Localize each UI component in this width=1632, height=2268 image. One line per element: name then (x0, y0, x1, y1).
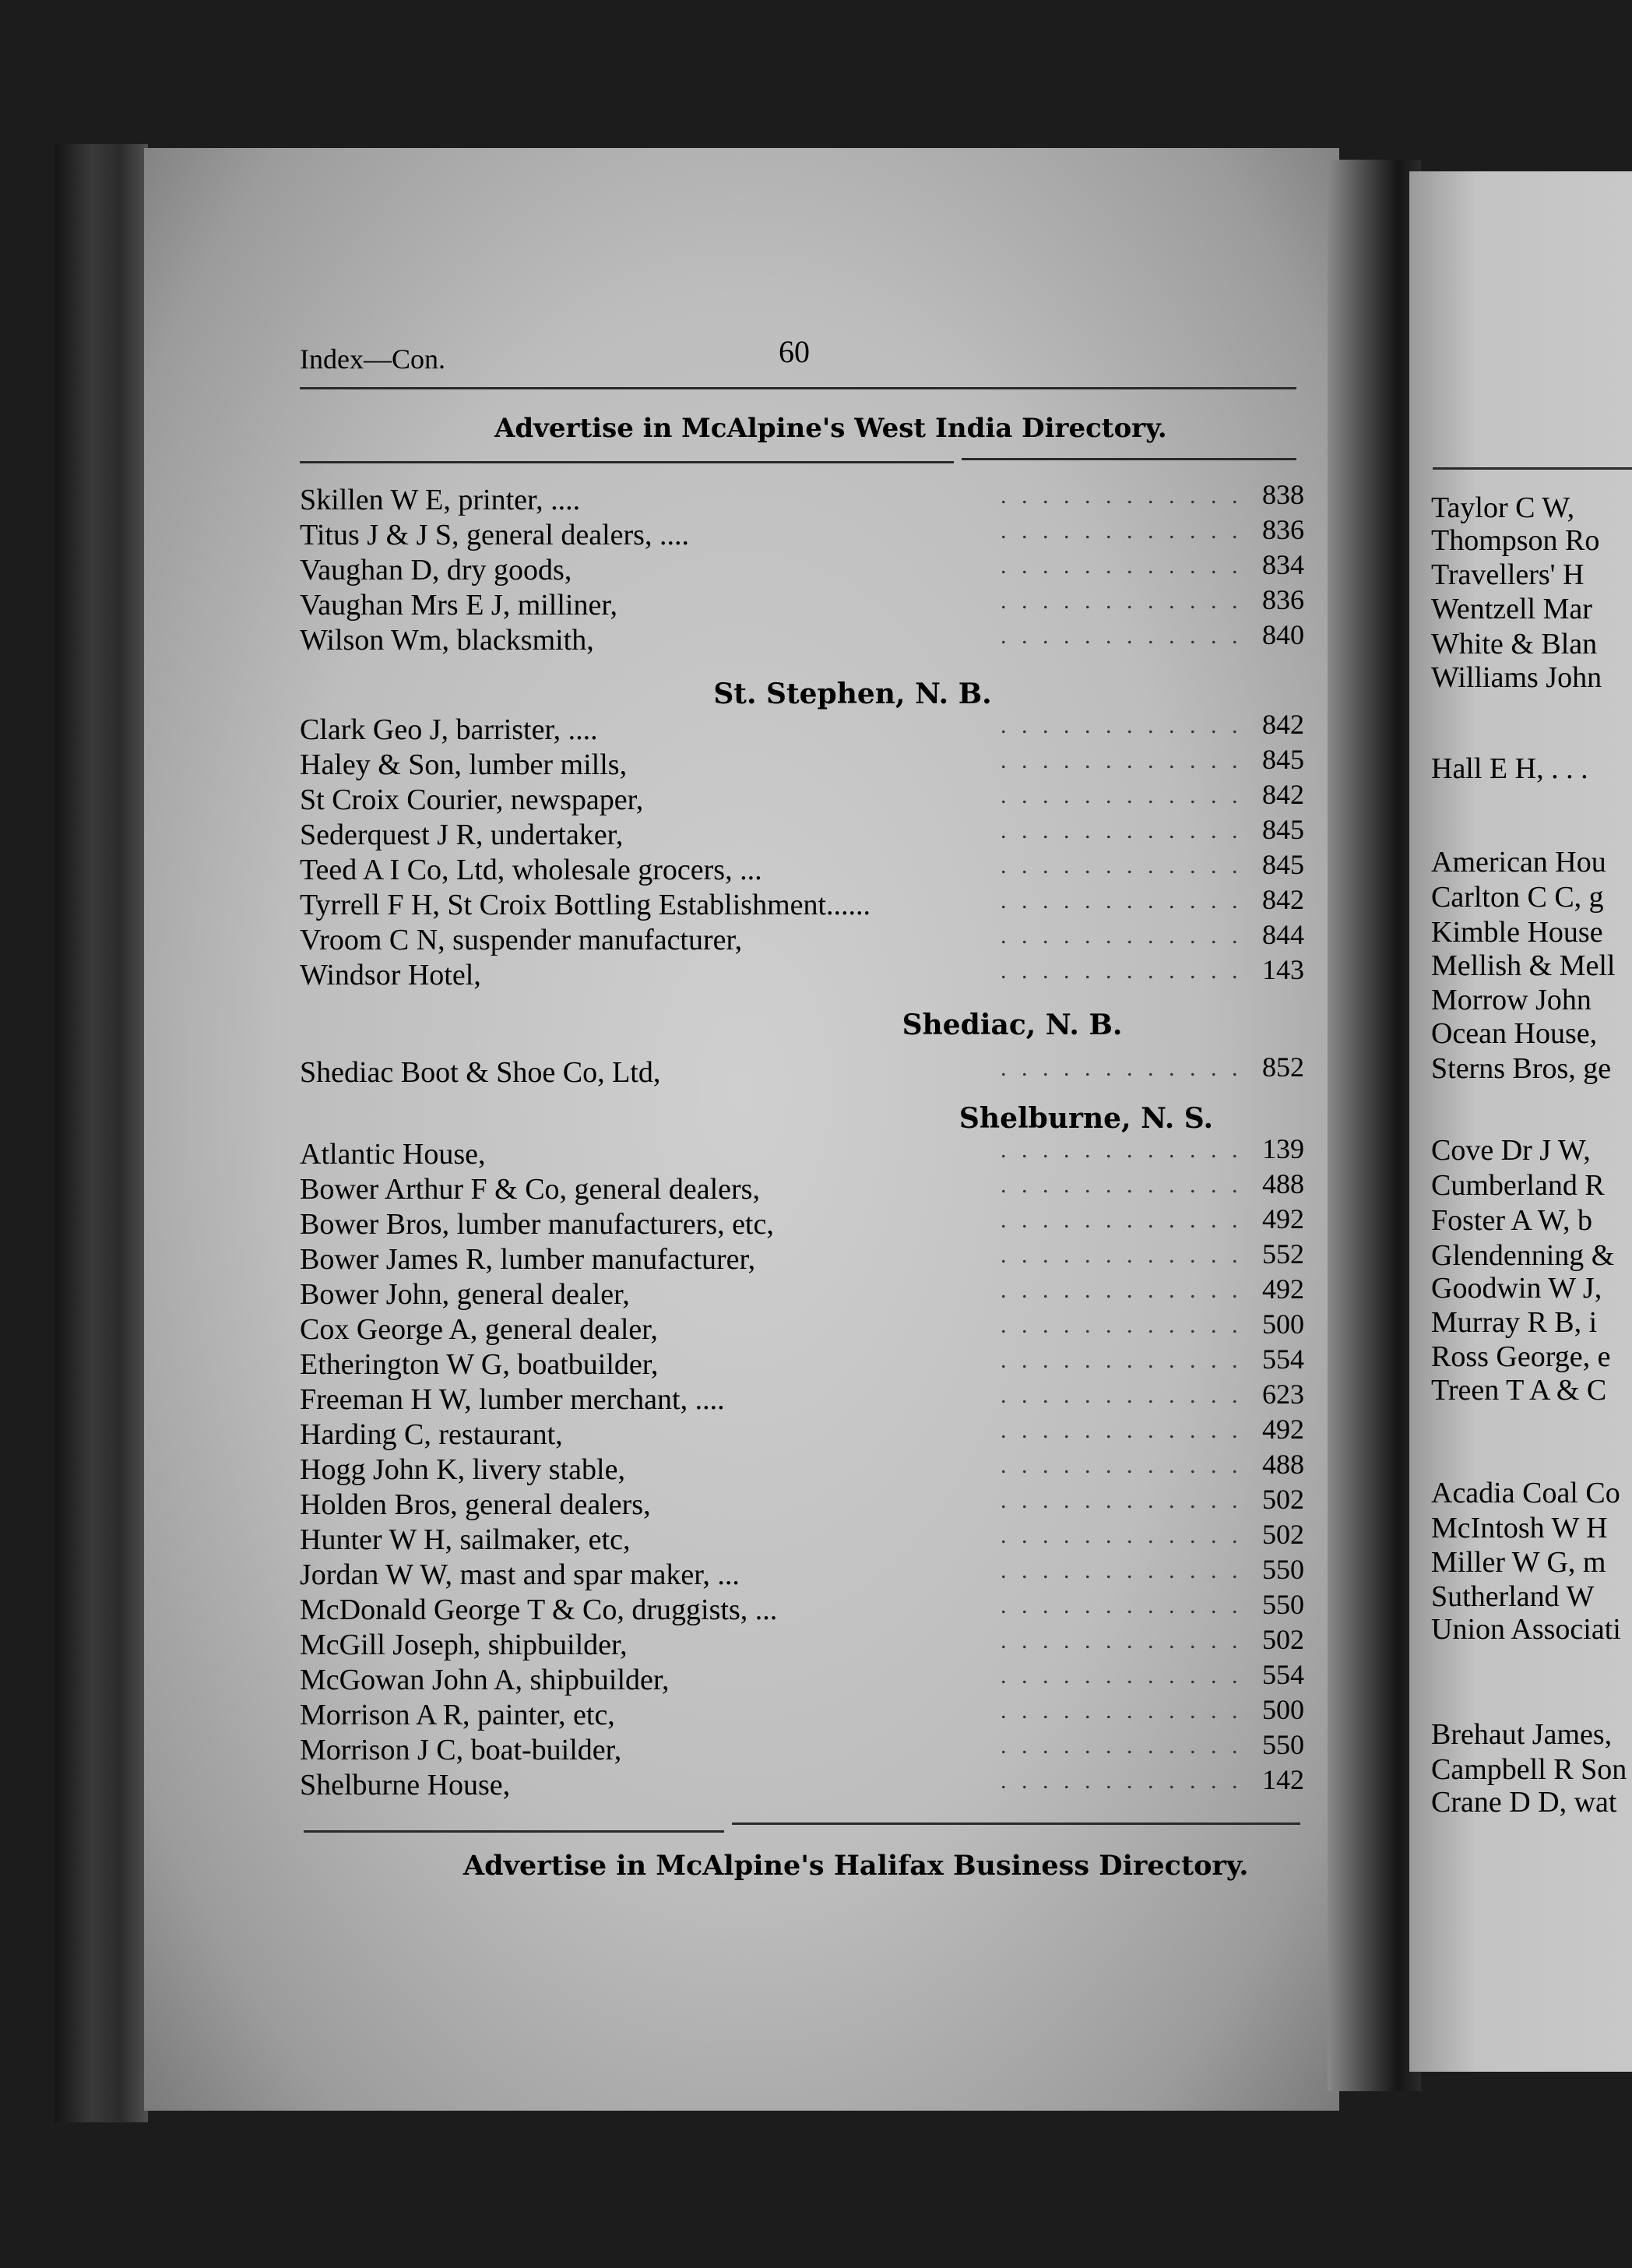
entry-name: Morrison J C, boat-builder, (300, 1734, 622, 1766)
index-entry (300, 1203, 1304, 1243)
entry-name: Hogg John K, livery stable, (300, 1453, 625, 1486)
leader-dots: . . . . . . . . . . . . (1001, 1593, 1243, 1618)
facing-page-entry: Carlton C C, g (1431, 881, 1604, 914)
entry-name: Harding C, restaurant, (300, 1418, 563, 1451)
top-advert-banner: Advertise in McAlpine's West India Directory. (494, 413, 1167, 444)
entry-name: Shediac Boot & Shoe Co, Ltd, (300, 1056, 661, 1089)
facing-page-entry: Morrow John (1431, 984, 1592, 1016)
entry-name: Vroom C N, suspender manufacturer, (300, 924, 743, 956)
facing-page-entry: Sutherland W (1431, 1580, 1595, 1613)
entry-page-number: 492 (1262, 1273, 1304, 1305)
entry-page-number: 492 (1262, 1203, 1304, 1234)
leader-dots: . . . . . . . . . . . . (1001, 1137, 1243, 1163)
entry-name: Bower James R, lumber manufacturer, (300, 1243, 756, 1276)
footer-rule-left (304, 1830, 724, 1833)
leader-dots: . . . . . . . . . . . . (1001, 713, 1243, 738)
index-entry (300, 619, 1304, 659)
book-gutter (1328, 160, 1421, 2091)
facing-page-entry: White & Blan (1431, 628, 1598, 660)
index-entry (300, 1168, 1304, 1208)
index-entry (300, 1729, 1304, 1769)
leader-dots: . . . . . . . . . . . . (1001, 1312, 1243, 1338)
index-entry (300, 1589, 1304, 1629)
leader-dots: . . . . . . . . . . . . (1001, 1382, 1243, 1408)
entry-name: Holden Bros, general dealers, (300, 1488, 651, 1521)
index-entry (300, 744, 1304, 784)
entry-page-number: 836 (1262, 514, 1304, 545)
entry-name: Sederquest J R, undertaker, (300, 819, 624, 851)
facing-page-entry: Foster A W, b (1431, 1204, 1592, 1237)
facing-page-entry: Miller W G, m (1431, 1546, 1606, 1579)
facing-page-entry: Sterns Bros, ge (1431, 1052, 1612, 1085)
facing-page-entry: Goodwin W J, (1431, 1272, 1602, 1305)
index-entry (300, 919, 1304, 959)
index-entry (300, 779, 1304, 819)
index-entry (300, 1238, 1304, 1278)
index-entry (300, 1414, 1304, 1453)
facing-page-entry: Glendenning & (1431, 1239, 1615, 1272)
index-entry (300, 884, 1304, 924)
entry-name: Atlantic House, (300, 1138, 486, 1171)
entry-page-number: 502 (1262, 1624, 1304, 1655)
entry-page-number: 842 (1262, 884, 1304, 915)
footer-rule-right (732, 1822, 1300, 1825)
section-heading: Shelburne, N. S. (958, 1102, 1214, 1135)
index-entry (300, 1554, 1304, 1594)
entry-page-number: 554 (1262, 1659, 1304, 1690)
leader-dots: . . . . . . . . . . . . (1001, 853, 1243, 879)
entry-name: Vaughan Mrs E J, milliner, (300, 589, 617, 622)
index-entry (300, 814, 1304, 854)
entry-name: Jordan W W, mast and spar maker, ... (300, 1558, 740, 1591)
index-entry (300, 709, 1304, 748)
entry-name: Freeman H W, lumber merchant, .... (300, 1383, 725, 1416)
index-entry (300, 1308, 1304, 1348)
entry-page-number: 492 (1262, 1414, 1304, 1445)
leader-dots: . . . . . . . . . . . . (1001, 1453, 1243, 1478)
entry-name: Shelburne House, (300, 1769, 511, 1801)
index-entry (300, 849, 1304, 889)
entry-name: Bower Bros, lumber manufacturers, etc, (300, 1208, 774, 1241)
index-entry (300, 1764, 1304, 1804)
entry-name: Bower John, general dealer, (300, 1278, 630, 1311)
entry-page-number: 845 (1262, 744, 1304, 775)
facing-page-entry: Brehaut James, (1431, 1718, 1613, 1751)
leader-dots: . . . . . . . . . . . . (1001, 1347, 1243, 1373)
leader-dots: . . . . . . . . . . . . (1001, 958, 1243, 984)
leader-dots: . . . . . . . . . . . . (1001, 1488, 1243, 1513)
entry-name: Tyrrell F H, St Croix Bottling Establishment...... (300, 889, 871, 921)
page-number: 60 (779, 334, 810, 369)
facing-page-entry: McIntosh W H (1431, 1512, 1608, 1544)
bottom-advert-banner: Advertise in McAlpine's Halifax Business Directory. (463, 1850, 1249, 1882)
leader-dots: . . . . . . . . . . . . (1001, 1628, 1243, 1653)
facing-page-entry: Ross George, e (1431, 1340, 1611, 1373)
leader-dots: . . . . . . . . . . . . (1001, 1733, 1243, 1759)
entry-name: St Croix Courier, newspaper, (300, 784, 644, 816)
leader-dots: . . . . . . . . . . . . (1001, 518, 1243, 544)
entry-page-number: 488 (1262, 1168, 1304, 1199)
facing-page-entry: Travellers' H (1431, 558, 1585, 591)
leader-dots: . . . . . . . . . . . . (1001, 748, 1243, 773)
entry-name: Hunter W H, sailmaker, etc, (300, 1523, 631, 1556)
entry-name: McDonald George T & Co, druggists, ... (300, 1594, 778, 1626)
entry-page-number: 842 (1262, 779, 1304, 810)
entry-page-number: 838 (1262, 479, 1304, 510)
entry-page-number: 844 (1262, 919, 1304, 950)
index-entry (300, 1344, 1304, 1383)
index-entry (300, 1449, 1304, 1488)
facing-page-entry: Acadia Coal Co (1431, 1477, 1620, 1509)
entry-name: Teed A I Co, Ltd, wholesale grocers, ... (300, 854, 762, 886)
entry-name: Skillen W E, printer, .... (300, 484, 581, 516)
leader-dots: . . . . . . . . . . . . (1001, 553, 1243, 579)
leader-dots: . . . . . . . . . . . . (1001, 818, 1243, 843)
entry-name: Titus J & J S, general dealers, .... (300, 519, 689, 551)
entry-page-number: 550 (1262, 1554, 1304, 1585)
entry-page-number: 623 (1262, 1379, 1304, 1410)
facing-page-entry: Ocean House, (1431, 1017, 1598, 1050)
leader-dots: . . . . . . . . . . . . (1001, 1242, 1243, 1268)
facing-page-entry: Crane D D, wat (1431, 1786, 1617, 1819)
leader-dots: . . . . . . . . . . . . (1001, 1698, 1243, 1724)
leader-dots: . . . . . . . . . . . . (1001, 1055, 1243, 1081)
entry-page-number: 500 (1262, 1694, 1304, 1725)
facing-page-entry: Union Associati (1431, 1613, 1621, 1646)
leader-dots: . . . . . . . . . . . . (1001, 923, 1243, 949)
entry-page-number: 834 (1262, 549, 1304, 580)
banner-rule-right (962, 458, 1296, 460)
leader-dots: . . . . . . . . . . . . (1001, 1277, 1243, 1303)
running-title: Index—Con. (300, 343, 445, 375)
entry-page-number: 845 (1262, 849, 1304, 880)
section-heading: Shediac, N. B. (902, 1009, 1123, 1041)
leader-dots: . . . . . . . . . . . . (1001, 623, 1243, 649)
leader-dots: . . . . . . . . . . . . (1001, 1768, 1243, 1794)
facing-page-entry: Williams John (1431, 661, 1602, 694)
entry-page-number: 840 (1262, 619, 1304, 650)
facing-page-entry: Cumberland R (1431, 1169, 1605, 1202)
index-entry (300, 1051, 1304, 1091)
header-rule (300, 387, 1296, 389)
banner-rule-left (300, 461, 954, 463)
book-edge-left (55, 144, 148, 2122)
index-entry (300, 1624, 1304, 1664)
entry-name: Etherington W G, boatbuilder, (300, 1348, 659, 1381)
entry-page-number: 554 (1262, 1344, 1304, 1375)
leader-dots: . . . . . . . . . . . . (1001, 1418, 1243, 1443)
entry-name: McGill Joseph, shipbuilder, (300, 1629, 628, 1661)
entry-name: Wilson Wm, blacksmith, (300, 624, 594, 657)
index-entry (300, 1133, 1304, 1173)
index-entry (300, 479, 1304, 519)
index-entry (300, 954, 1304, 994)
facing-page-entry: Cove Dr J W, (1431, 1134, 1591, 1167)
entry-page-number: 845 (1262, 814, 1304, 845)
leader-dots: . . . . . . . . . . . . (1001, 1523, 1243, 1548)
leader-dots: . . . . . . . . . . . . (1001, 1663, 1243, 1689)
facing-page-entry: Wentzell Mar (1431, 593, 1592, 625)
leader-dots: . . . . . . . . . . . . (1001, 588, 1243, 614)
index-entry (300, 549, 1304, 589)
leader-dots: . . . . . . . . . . . . (1001, 888, 1243, 914)
facing-page-entry: Mellish & Mell (1431, 949, 1616, 982)
leader-dots: . . . . . . . . . . . . (1001, 483, 1243, 509)
facing-page-entry: Campbell R Son (1431, 1753, 1627, 1786)
entry-page-number: 139 (1262, 1133, 1304, 1164)
facing-page-entry: Kimble House (1431, 916, 1603, 949)
entry-name: McGowan John A, shipbuilder, (300, 1664, 670, 1696)
leader-dots: . . . . . . . . . . . . (1001, 1172, 1243, 1198)
entry-page-number: 502 (1262, 1484, 1304, 1515)
entry-name: Cox George A, general dealer, (300, 1313, 658, 1346)
leader-dots: . . . . . . . . . . . . (1001, 1207, 1243, 1233)
index-entry (300, 1519, 1304, 1558)
entry-name: Haley & Son, lumber mills, (300, 748, 628, 781)
entry-page-number: 550 (1262, 1589, 1304, 1620)
entry-page-number: 842 (1262, 709, 1304, 740)
entry-page-number: 500 (1262, 1308, 1304, 1340)
entry-name: Morrison A R, painter, etc, (300, 1699, 615, 1731)
index-entry (300, 1273, 1304, 1313)
entry-name: Clark Geo J, barrister, .... (300, 713, 598, 746)
leader-dots: . . . . . . . . . . . . (1001, 1558, 1243, 1583)
index-entry (300, 514, 1304, 554)
section-heading: St. Stephen, N. B. (713, 678, 992, 710)
facing-page-entry: Hall E H, . . . (1431, 752, 1588, 785)
entry-page-number: 836 (1262, 584, 1304, 615)
entry-page-number: 488 (1262, 1449, 1304, 1480)
facing-page-rule (1433, 467, 1632, 470)
entry-page-number: 552 (1262, 1238, 1304, 1270)
entry-name: Bower Arthur F & Co, general dealers, (300, 1173, 760, 1206)
index-entry (300, 1484, 1304, 1523)
facing-page-entry: Taylor C W, (1431, 491, 1575, 524)
entry-page-number: 142 (1262, 1764, 1304, 1795)
entry-page-number: 143 (1262, 954, 1304, 985)
index-entry (300, 1659, 1304, 1699)
facing-page-entry: Thompson Ro (1431, 524, 1600, 557)
facing-page-entry: American Hou (1431, 846, 1606, 879)
entry-name: Windsor Hotel, (300, 959, 481, 991)
leader-dots: . . . . . . . . . . . . (1001, 783, 1243, 808)
index-entry (300, 1379, 1304, 1418)
entry-page-number: 852 (1262, 1051, 1304, 1083)
facing-page-entry: Murray R B, i (1431, 1306, 1598, 1339)
entry-name: Vaughan D, dry goods, (300, 554, 572, 586)
facing-page-entry: Treen T A & C (1431, 1374, 1607, 1407)
entry-page-number: 550 (1262, 1729, 1304, 1760)
index-entry (300, 584, 1304, 624)
entry-page-number: 502 (1262, 1519, 1304, 1550)
index-entry (300, 1694, 1304, 1734)
